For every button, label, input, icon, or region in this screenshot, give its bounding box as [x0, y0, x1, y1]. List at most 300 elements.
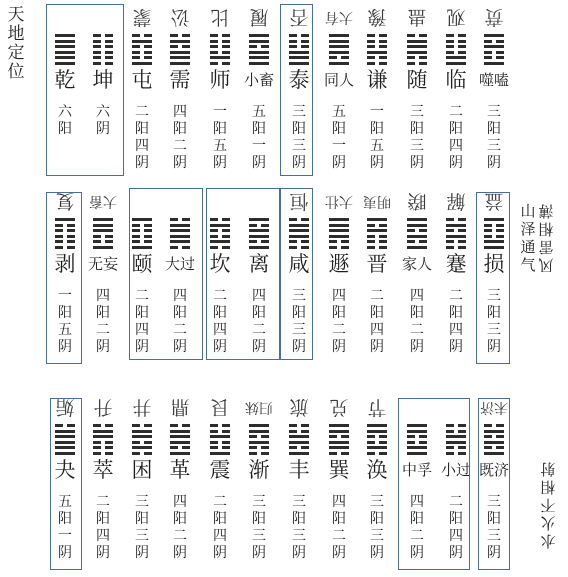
yin-yang-count: [123, 104, 161, 172]
paired-hexagram-name: 睽: [407, 190, 427, 212]
pair-box: [46, 4, 124, 176]
count-char: 四: [213, 528, 227, 544]
yang-line: [367, 51, 387, 54]
pair-box: [280, 4, 313, 176]
count-char: 三: [252, 528, 266, 544]
yin-line: [329, 246, 349, 249]
hexagram-symbol: [446, 218, 466, 250]
count-char: 二: [173, 138, 187, 154]
count-char: 二: [96, 322, 110, 338]
count-char: 三: [487, 104, 501, 120]
count-char: 阳: [332, 511, 346, 527]
yang-line: [93, 435, 113, 438]
label-char: 水: [540, 532, 556, 550]
hexagram-symbol: [249, 424, 269, 456]
count-char: 三: [135, 494, 149, 510]
yang-line: [249, 34, 269, 37]
hexagram-symbol: [484, 34, 504, 66]
yin-line: [210, 45, 230, 48]
yin-line: [446, 40, 466, 43]
yang-line: [249, 62, 269, 65]
pair-box: [478, 398, 510, 570]
hexagram-column: [398, 4, 436, 182]
count-char: 阴: [332, 339, 346, 355]
count-char: 阴: [449, 339, 463, 355]
hexagram-name: 小过: [440, 461, 471, 479]
count-char: 二: [252, 322, 266, 338]
yang-line: [93, 224, 113, 227]
yin-line: [446, 229, 466, 232]
count-char: 二: [213, 288, 227, 304]
yang-line: [170, 430, 190, 433]
count-char: 三: [410, 104, 424, 120]
yang-line: [407, 40, 427, 43]
yang-line: [329, 218, 349, 221]
yin-line: [132, 34, 152, 37]
yin-line: [132, 45, 152, 48]
yin-line: [446, 51, 466, 54]
paired-hexagram-name: 观: [446, 6, 466, 28]
count-char: 阴: [252, 545, 266, 561]
yin-line: [329, 452, 349, 455]
count-char: 六: [58, 104, 72, 120]
label-char: 地: [7, 24, 25, 44]
hexagram-name: 离: [248, 252, 270, 276]
count-char: 四: [410, 288, 424, 304]
hexagram-column: [320, 394, 358, 572]
hexagram-column: [320, 188, 358, 368]
yang-line: [367, 229, 387, 232]
pair-box: [280, 188, 313, 360]
count-char: 阴: [96, 339, 110, 355]
yin-line: [132, 441, 152, 444]
count-char: 阳: [410, 121, 424, 137]
pair-box: [46, 192, 82, 364]
yang-line: [407, 224, 427, 227]
yin-line: [289, 446, 309, 449]
yin-line: [93, 452, 113, 455]
count-char: 阳: [213, 511, 227, 527]
yin-line: [446, 246, 466, 249]
hexagram-column: [84, 394, 122, 572]
hexagram-name: 家人: [401, 255, 432, 273]
count-char: 五: [58, 494, 72, 510]
hexagram-name: 遯: [328, 252, 350, 276]
yin-yang-count: [475, 104, 513, 172]
yang-line: [249, 430, 269, 433]
yin-line: [407, 240, 427, 243]
count-char: 三: [487, 322, 501, 338]
hexagram-name: 乾: [54, 68, 76, 92]
yang-line: [170, 435, 190, 438]
yin-line: [367, 62, 387, 65]
hexagram-column: [123, 394, 161, 572]
count-char: 阳: [449, 511, 463, 527]
count-char: 三: [487, 138, 501, 154]
count-char: 四: [410, 494, 424, 510]
yang-line: [210, 56, 230, 59]
label-char: 射: [540, 460, 556, 478]
count-char: 二: [449, 104, 463, 120]
count-char: 三: [370, 494, 384, 510]
paired-hexagram-name: 蒙: [132, 6, 152, 28]
hexagram-column: [358, 4, 396, 182]
yin-line: [367, 452, 387, 455]
count-char: 阳: [449, 121, 463, 137]
yin-yang-count: [240, 104, 278, 172]
yin-yang-count: [123, 494, 161, 562]
pair-box: [206, 188, 280, 360]
yin-line: [446, 45, 466, 48]
count-char: 四: [449, 322, 463, 338]
label-char: 位: [7, 62, 25, 82]
count-char: 四: [213, 322, 227, 338]
paired-hexagram-name: 升: [93, 396, 113, 418]
hexagram-name: 蹇: [445, 252, 467, 276]
count-char: 阴: [487, 339, 501, 355]
label-char: 通: [520, 238, 536, 256]
yin-yang-count: [280, 494, 318, 562]
yin-line: [367, 441, 387, 444]
yang-line: [484, 45, 504, 48]
hexagram-symbol: [329, 424, 349, 456]
paired-hexagram-name: 豫: [367, 6, 387, 28]
count-char: 阴: [487, 545, 501, 561]
count-char: 一: [213, 104, 227, 120]
count-char: 阳: [292, 511, 306, 527]
count-char: 三: [292, 104, 306, 120]
count-char: 阴: [487, 155, 501, 171]
yang-line: [367, 430, 387, 433]
count-char: 阳: [58, 121, 72, 137]
paired-hexagram-name: 兑: [329, 396, 349, 418]
paired-hexagram-name: 归妹: [245, 399, 273, 415]
yang-line: [249, 40, 269, 43]
yin-line: [407, 229, 427, 232]
count-char: 三: [292, 138, 306, 154]
count-char: 阳: [332, 305, 346, 321]
yang-line: [329, 235, 349, 238]
yin-line: [329, 435, 349, 438]
count-char: 阴: [292, 339, 306, 355]
count-char: 三: [292, 494, 306, 510]
count-char: 阴: [252, 155, 266, 171]
count-char: 三: [487, 494, 501, 510]
yang-line: [289, 452, 309, 455]
count-char: 阳: [252, 305, 266, 321]
hexagram-column: [240, 4, 278, 182]
hexagram-name: 屯: [131, 68, 153, 92]
label-char: 相: [540, 478, 556, 496]
hexagram-name: 夬: [54, 458, 76, 482]
count-char: 三: [292, 528, 306, 544]
paired-hexagram-name: 益: [484, 190, 504, 212]
count-char: 阴: [292, 155, 306, 171]
count-char: 五: [252, 104, 266, 120]
hexagram-name: 既济: [478, 461, 509, 479]
yin-line: [93, 441, 113, 444]
yin-line: [249, 435, 269, 438]
yin-line: [249, 446, 269, 449]
yin-line: [170, 424, 190, 427]
yang-line: [407, 246, 427, 249]
hexagram-name: 大过: [164, 255, 195, 273]
hexagram-name: 临: [445, 68, 467, 92]
hexagram-symbol: [289, 424, 309, 456]
count-char: 二: [332, 528, 346, 544]
hexagram-name: 中孚: [401, 461, 432, 479]
yin-yang-count: [201, 104, 239, 172]
yin-yang-count: [358, 494, 396, 562]
hexagram-name: 随: [406, 68, 428, 92]
count-char: 阳: [58, 511, 72, 527]
yin-line: [367, 45, 387, 48]
hexagram-symbol: [367, 218, 387, 250]
yang-line: [93, 430, 113, 433]
count-char: 四: [252, 288, 266, 304]
hexagram-symbol: [93, 424, 113, 456]
pair-box: [50, 398, 82, 570]
yin-line: [446, 240, 466, 243]
yin-yang-count: [240, 494, 278, 562]
count-char: 阴: [135, 155, 149, 171]
yin-line: [170, 446, 190, 449]
yin-line: [407, 34, 427, 37]
yin-line: [210, 62, 230, 65]
yang-line: [446, 56, 466, 59]
paired-hexagram-name: 解: [446, 190, 466, 212]
yin-line: [367, 435, 387, 438]
count-char: 阴: [449, 155, 463, 171]
count-char: 四: [370, 322, 384, 338]
count-char: 阳: [370, 511, 384, 527]
count-char: 阳: [410, 511, 424, 527]
count-char: 二: [213, 494, 227, 510]
hexagram-column: [358, 394, 396, 572]
count-char: 四: [96, 288, 110, 304]
yin-yang-count: [84, 494, 122, 562]
count-char: 阳: [487, 305, 501, 321]
yin-line: [210, 51, 230, 54]
hexagram-name: 泰: [288, 68, 310, 92]
yin-line: [484, 51, 504, 54]
hexagram-symbol: [407, 34, 427, 66]
count-char: 阴: [96, 545, 110, 561]
yang-line: [170, 441, 190, 444]
yang-line: [249, 51, 269, 54]
hexagram-symbol: [132, 424, 152, 456]
label-char: 定: [7, 43, 25, 63]
paired-hexagram-name: 艮: [210, 396, 230, 418]
count-char: 阴: [213, 339, 227, 355]
yang-line: [289, 441, 309, 444]
yang-line: [367, 424, 387, 427]
count-char: 阳: [449, 305, 463, 321]
count-char: 一: [58, 288, 72, 304]
yin-line: [132, 452, 152, 455]
yang-line: [170, 51, 190, 54]
paired-hexagram-name: 大畜: [89, 193, 117, 209]
yin-yang-count: [398, 288, 436, 356]
paired-hexagram-name: 鼎: [170, 396, 190, 418]
hexagram-symbol: [329, 218, 349, 250]
hexagram-column: [398, 188, 436, 368]
paired-hexagram-name: 恒: [289, 190, 309, 212]
yang-line: [329, 45, 349, 48]
hexagram-name: 无妄: [87, 255, 118, 273]
hexagram-column: [123, 4, 161, 182]
paired-hexagram-name: 比: [210, 6, 230, 28]
count-char: 阴: [332, 545, 346, 561]
yin-line: [132, 424, 152, 427]
count-char: 阳: [173, 121, 187, 137]
count-char: 二: [410, 322, 424, 338]
yin-line: [407, 62, 427, 65]
label-char: 泽: [520, 220, 536, 238]
label-char: 气: [520, 256, 536, 274]
yang-line: [329, 441, 349, 444]
paired-hexagram-name: 否: [289, 6, 309, 28]
count-char: 四: [449, 528, 463, 544]
hexagram-symbol: [210, 424, 230, 456]
count-char: 四: [173, 104, 187, 120]
hexagram-name: 坤: [92, 68, 114, 92]
side-label-char: [6, 6, 26, 82]
yin-line: [93, 446, 113, 449]
yang-line: [132, 435, 152, 438]
yin-line: [210, 446, 230, 449]
yang-line: [170, 62, 190, 65]
count-char: 阳: [487, 511, 501, 527]
yin-line: [210, 441, 230, 444]
hexagram-symbol: [407, 218, 427, 250]
yin-yang-count: [161, 104, 199, 172]
count-char: 阳: [58, 305, 72, 321]
hexagram-symbol: [170, 34, 190, 66]
yin-line: [249, 45, 269, 48]
hexagram-name: 丰: [288, 458, 310, 482]
yang-line: [329, 424, 349, 427]
count-char: 一: [58, 528, 72, 544]
count-char: 阴: [135, 339, 149, 355]
count-char: 五: [213, 138, 227, 154]
paired-hexagram-name: 贲: [484, 6, 504, 28]
hexagram-name: 震: [209, 458, 231, 482]
count-char: 四: [173, 494, 187, 510]
yin-line: [132, 51, 152, 54]
count-char: 二: [449, 288, 463, 304]
paired-hexagram-name: 大壮: [325, 193, 353, 209]
count-char: 阳: [410, 305, 424, 321]
count-char: 四: [96, 528, 110, 544]
yang-line: [367, 446, 387, 449]
hexagram-name: 咸: [288, 252, 310, 276]
label-char: 山: [520, 202, 536, 220]
hexagram-name: 革: [169, 458, 191, 482]
yang-line: [132, 62, 152, 65]
yin-line: [170, 45, 190, 48]
count-char: 阳: [213, 121, 227, 137]
yin-line: [289, 424, 309, 427]
yang-line: [210, 452, 230, 455]
count-char: 阳: [213, 305, 227, 321]
label-char: 火: [540, 514, 556, 532]
yang-line: [93, 229, 113, 232]
label-char: 雷: [538, 238, 554, 256]
count-char: 阴: [96, 121, 110, 137]
hexagram-symbol: [132, 34, 152, 66]
yin-line: [93, 240, 113, 243]
hexagram-column: [320, 4, 358, 182]
count-char: 三: [487, 288, 501, 304]
count-char: 阳: [370, 305, 384, 321]
count-char: 四: [135, 322, 149, 338]
side-label-column: [538, 202, 556, 274]
count-char: 三: [135, 528, 149, 544]
yin-line: [249, 452, 269, 455]
yin-yang-count: [437, 288, 475, 356]
paired-hexagram-name: 大有: [325, 9, 353, 25]
hexagram-name: 渐: [248, 458, 270, 482]
count-char: 二: [173, 322, 187, 338]
yang-line: [329, 430, 349, 433]
count-char: 阴: [370, 545, 384, 561]
yang-line: [329, 229, 349, 232]
yang-line: [407, 218, 427, 221]
count-char: 四: [332, 288, 346, 304]
count-char: 阳: [135, 511, 149, 527]
count-char: 二: [370, 288, 384, 304]
label-char: 风: [538, 256, 554, 274]
hexagram-symbol: [93, 218, 113, 250]
count-char: 二: [173, 528, 187, 544]
yin-line: [210, 40, 230, 43]
count-char: 阴: [410, 339, 424, 355]
count-char: 阴: [252, 339, 266, 355]
yang-line: [329, 51, 349, 54]
yin-line: [367, 40, 387, 43]
count-char: 四: [449, 138, 463, 154]
count-char: 阴: [173, 339, 187, 355]
pair-box: [398, 398, 470, 570]
hexagram-symbol: [329, 34, 349, 66]
count-char: 阴: [58, 545, 72, 561]
yin-line: [367, 224, 387, 227]
count-char: 一: [332, 138, 346, 154]
label-char: 薄: [538, 202, 554, 220]
hexagram-name: 晋: [366, 252, 388, 276]
count-char: 阳: [173, 305, 187, 321]
hexagram-column: [437, 4, 475, 182]
yang-line: [407, 235, 427, 238]
yang-line: [407, 45, 427, 48]
yin-line: [329, 56, 349, 59]
yin-line: [210, 430, 230, 433]
count-char: 二: [410, 528, 424, 544]
count-char: 阴: [173, 155, 187, 171]
count-char: 阳: [487, 121, 501, 137]
side-label-column: [518, 202, 536, 274]
count-char: 阳: [332, 121, 346, 137]
paired-hexagram-name: 井: [132, 396, 152, 418]
count-char: 阳: [292, 121, 306, 137]
yin-line: [210, 424, 230, 427]
yang-line: [170, 40, 190, 43]
hexagram-symbol: [446, 34, 466, 66]
yin-yang-count: [320, 104, 358, 172]
yin-line: [484, 40, 504, 43]
yin-yang-count: [320, 288, 358, 356]
